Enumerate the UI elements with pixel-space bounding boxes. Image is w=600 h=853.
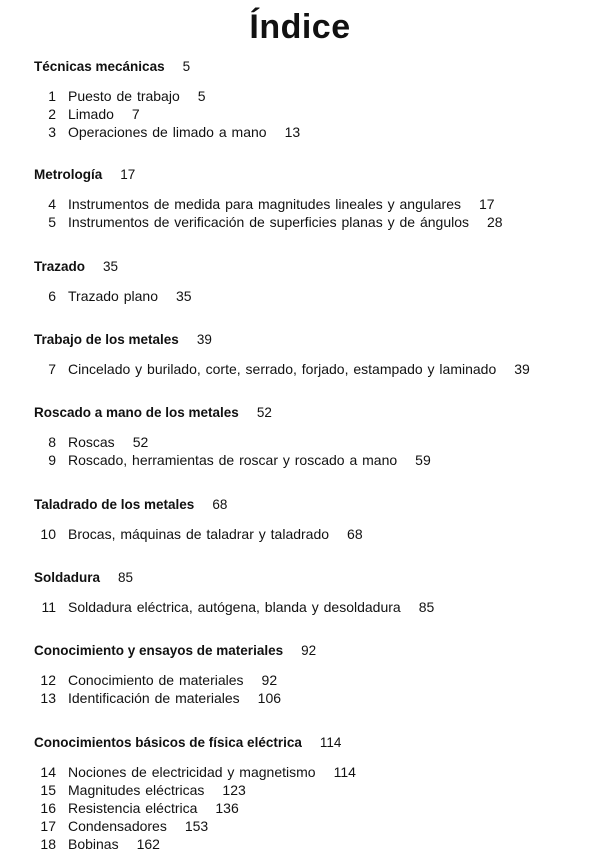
entry-title: Roscas (68, 434, 115, 450)
section-title: Técnicas mecánicas (34, 59, 165, 74)
entry-page: 7 (131, 106, 140, 122)
section-title: Conocimiento y ensayos de materiales (34, 643, 284, 658)
entry-page: 5 (197, 88, 206, 104)
section-heading (34, 58, 594, 76)
entry-number: 2 (48, 106, 56, 122)
toc-entry (34, 781, 594, 799)
entry-number: 3 (48, 124, 56, 140)
entry-number: 1 (48, 88, 56, 104)
entry-page: 28 (487, 214, 503, 230)
section-page: 5 (182, 59, 191, 74)
toc-entry (34, 598, 594, 616)
entry-title: Trazado plano (68, 288, 158, 304)
section-title: Roscado a mano de los metales (34, 405, 239, 420)
section-page: 39 (196, 332, 212, 347)
entry-page: 17 (479, 196, 495, 212)
toc-entry (34, 689, 594, 707)
entry-page: 123 (222, 782, 246, 798)
section-page: 68 (212, 497, 228, 512)
entry-title: Magnitudes eléctricas (68, 782, 205, 798)
entry-page: 68 (347, 526, 363, 542)
toc-section (34, 58, 594, 141)
section-heading (34, 258, 594, 276)
entry-number: 9 (48, 452, 56, 468)
entry-page: 136 (215, 800, 239, 816)
entry-title: Soldadura eléctrica, autógena, blanda y desoldadura (68, 599, 401, 615)
entry-title: Roscado, herramientas de roscar y roscado a mano (68, 452, 398, 468)
entry-page: 59 (415, 452, 431, 468)
section-title: Taladrado de los metales (34, 497, 195, 512)
page-title: Índice (249, 8, 351, 46)
entry-number: 14 (40, 764, 56, 780)
toc-section (34, 258, 594, 305)
section-page: 35 (103, 259, 119, 274)
toc-entry (34, 451, 594, 469)
entry-page: 13 (284, 124, 301, 140)
section-heading (34, 331, 594, 349)
section-page: 85 (118, 570, 134, 585)
entry-title: Condensadores (68, 818, 167, 834)
entry-page: 92 (261, 672, 278, 688)
entry-number: 16 (40, 800, 56, 816)
toc-section (34, 331, 594, 378)
entry-number: 5 (48, 214, 56, 230)
section-heading (34, 496, 594, 514)
entry-page: 35 (175, 288, 192, 304)
entry-number: 4 (48, 196, 56, 212)
toc-entry (34, 87, 594, 105)
section-title: Trabajo de los metales (34, 332, 179, 347)
entry-title: Identificación de materiales (68, 690, 240, 706)
toc-entry (34, 835, 594, 853)
entry-page: 162 (136, 836, 160, 852)
entry-title: Resistencia eléctrica (68, 800, 198, 816)
toc-section (34, 404, 594, 469)
toc-section (34, 734, 594, 853)
entry-title: Operaciones de limado a mano (68, 124, 267, 140)
toc-entry (34, 763, 594, 781)
entry-number: 11 (41, 599, 56, 615)
entry-number: 17 (40, 818, 56, 834)
entry-number: 12 (40, 672, 56, 688)
section-heading (34, 734, 594, 752)
section-page: 17 (120, 167, 136, 182)
toc-entry (34, 799, 594, 817)
section-page: 52 (256, 405, 272, 420)
entry-page: 52 (132, 434, 149, 450)
entry-page: 85 (418, 599, 435, 615)
toc-entry (34, 123, 594, 141)
entry-title: Conocimiento de materiales (68, 672, 244, 688)
section-heading (34, 569, 594, 587)
entry-number: 7 (48, 361, 56, 377)
toc-entry (34, 213, 594, 231)
toc-entry (34, 195, 594, 213)
toc-section (34, 496, 594, 543)
toc-entry (34, 817, 594, 835)
toc-section (34, 569, 594, 616)
section-heading (34, 404, 594, 422)
toc-entry (34, 671, 594, 689)
entry-number: 15 (40, 782, 56, 798)
toc-entry (34, 360, 594, 378)
section-title: Metrología (34, 167, 103, 182)
entry-title: Instrumentos de verificación de superficies planas y de ángulos (68, 214, 469, 230)
toc-entry (34, 105, 594, 123)
section-title: Soldadura (34, 570, 101, 585)
toc-entry (34, 525, 594, 543)
entry-title: Nociones de electricidad y magnetismo (68, 764, 316, 780)
section-title: Conocimientos básicos de física eléctrica (34, 735, 302, 750)
toc-section (34, 642, 594, 707)
section-title: Trazado (34, 259, 86, 274)
entry-title: Cincelado y burilado, corte, serrado, forjado, estampado y laminado (68, 361, 497, 377)
entry-page: 39 (514, 361, 530, 377)
entry-number: 13 (40, 690, 56, 706)
entry-title: Brocas, máquinas de taladrar y taladrado (68, 526, 330, 542)
entry-number: 6 (48, 288, 56, 304)
entry-title: Bobinas (68, 836, 119, 852)
entry-number: 10 (40, 526, 56, 542)
section-page: 92 (301, 643, 317, 658)
toc-section (34, 166, 594, 231)
entry-title: Puesto de trabajo (68, 88, 180, 104)
toc-entry (34, 287, 594, 305)
entry-page: 106 (257, 690, 282, 706)
entry-title: Limado (68, 106, 114, 122)
section-page: 114 (319, 735, 342, 750)
entry-number: 18 (40, 836, 56, 852)
entry-title: Instrumentos de medida para magnitudes lineales y angulares (68, 196, 462, 212)
section-heading (34, 642, 594, 660)
entry-page: 114 (333, 764, 356, 780)
entry-number: 8 (48, 434, 56, 450)
section-heading (34, 166, 594, 184)
toc-entry (34, 433, 594, 451)
entry-page: 153 (184, 818, 209, 834)
